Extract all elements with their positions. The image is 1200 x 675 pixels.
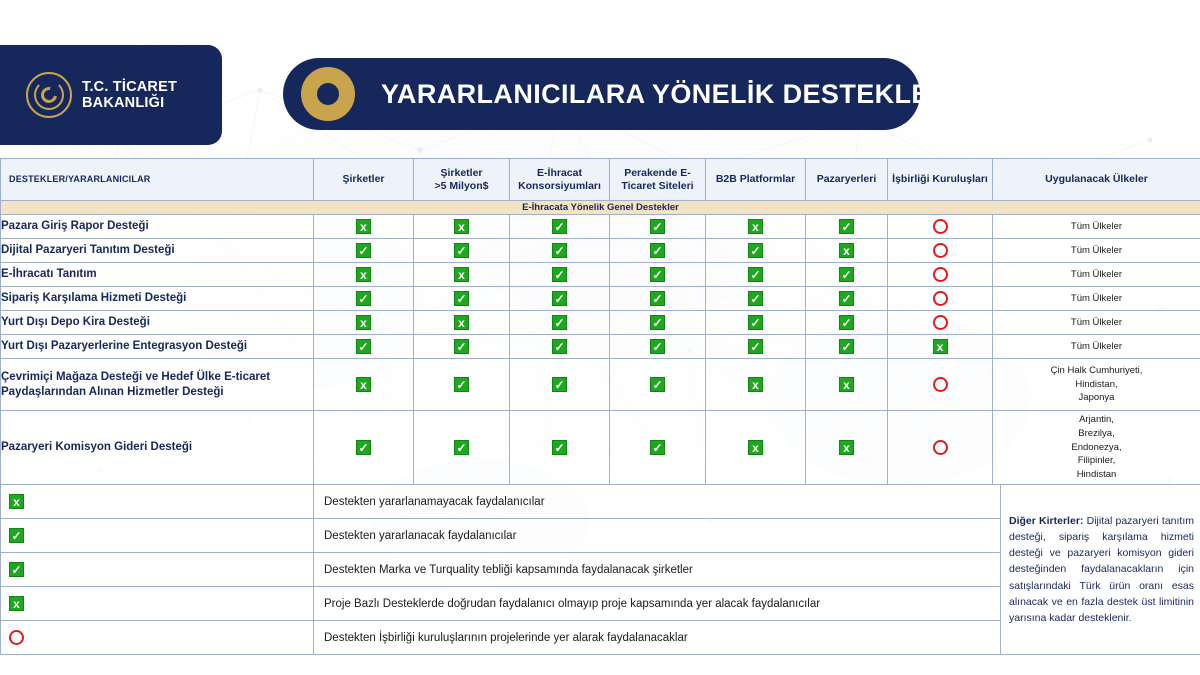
- cell-mark: [888, 215, 993, 239]
- cell-mark: ✓: [806, 311, 888, 335]
- table-row: [1, 411, 1200, 485]
- cell-mark: x: [414, 263, 510, 287]
- cell-mark: ✓: [414, 335, 510, 359]
- cell-mark: ✓: [414, 239, 510, 263]
- cell-mark: ✓: [806, 287, 888, 311]
- col-header-companies-5m: Şirketler >5 Milyon$: [414, 159, 510, 201]
- cell-mark: ✓: [510, 263, 610, 287]
- col-header-companies: Şirketler: [314, 159, 414, 201]
- cell-countries: Arjantin, Brezilya, Endonezya, Filipinler, Hindistan: [993, 411, 1200, 485]
- legend-mark: [1, 621, 314, 655]
- row-label: Pazaryeri Komisyon Gideri Desteği: [1, 411, 314, 485]
- cell-mark: ✓: [610, 335, 706, 359]
- cell-countries: Tüm Ülkeler: [993, 311, 1200, 335]
- cell-mark: ✓: [510, 287, 610, 311]
- table-row: [1, 311, 1200, 335]
- cell-mark: [888, 311, 993, 335]
- cell-mark: x: [706, 359, 806, 411]
- cell-mark: x: [314, 359, 414, 411]
- table-row: [1, 263, 1200, 287]
- table-header-row: [1, 159, 1200, 201]
- cell-mark: ✓: [414, 411, 510, 485]
- cell-mark: ✓: [610, 215, 706, 239]
- section-title: E-İhracata Yönelik Genel Destekler: [1, 201, 1200, 215]
- row-label: Yurt Dışı Depo Kira Desteği: [1, 311, 314, 335]
- legend-text: Destekten yararlanacak faydalanıcılar: [314, 519, 1001, 553]
- cell-mark: x: [314, 215, 414, 239]
- legend-text: Destekten Marka ve Turquality tebliği kapsamında faydalanacak şirketler: [314, 553, 1001, 587]
- legend-container: [0, 484, 1200, 659]
- cell-mark: ✓: [314, 335, 414, 359]
- cell-mark: ✓: [314, 411, 414, 485]
- cell-mark: ✓: [610, 311, 706, 335]
- page-title-banner: [283, 58, 950, 130]
- cell-mark: x: [806, 359, 888, 411]
- table-row: [1, 287, 1200, 311]
- supports-table-container: [0, 158, 1200, 485]
- cell-mark: ✓: [314, 239, 414, 263]
- cell-countries: Tüm Ülkeler: [993, 263, 1200, 287]
- cell-mark: ✓: [314, 287, 414, 311]
- legend-text: Proje Bazlı Desteklerde doğrudan faydalanıcı olmayıp proje kapsamında yer alacak faydalanıcılar: [314, 587, 1001, 621]
- cell-mark: ✓: [414, 287, 510, 311]
- table-section-row: [1, 201, 1200, 215]
- table-row: [1, 359, 1200, 411]
- legend-text: Destekten yararlanamayacak faydalanıcılar: [314, 485, 1001, 519]
- legend-mark: x: [1, 587, 314, 621]
- note-body: Dijital pazaryeri tanıtım desteği, sipariş karşılama hizmeti desteği ve pazaryeri komisyon gideri desteğinden faydalanacakların için satışlarındaki Türk ürün oranı esas alınacak ve en fazla destek üst limitinin yarısına kadar desteklenir.: [1009, 514, 1194, 625]
- col-header-retail-ecommerce-sites: Perakende E- Ticaret Siteleri: [610, 159, 706, 201]
- cell-mark: ✓: [610, 263, 706, 287]
- cell-mark: ✓: [706, 239, 806, 263]
- cell-mark: x: [414, 215, 510, 239]
- table-row: [1, 215, 1200, 239]
- cell-mark: ✓: [510, 239, 610, 263]
- cell-countries: Tüm Ülkeler: [993, 215, 1200, 239]
- cell-mark: ✓: [510, 335, 610, 359]
- cell-mark: ✓: [610, 411, 706, 485]
- row-label: E-İhracatı Tanıtım: [1, 263, 314, 287]
- cell-countries: Tüm Ülkeler: [993, 287, 1200, 311]
- cell-mark: [888, 239, 993, 263]
- other-criteria-note: [1001, 485, 1200, 655]
- donut-icon: [301, 67, 355, 121]
- cell-mark: ✓: [706, 287, 806, 311]
- row-label: Dijital Pazaryeri Tanıtım Desteği: [1, 239, 314, 263]
- cell-mark: ✓: [806, 215, 888, 239]
- legend-mark: ✓: [1, 553, 314, 587]
- cell-mark: x: [706, 215, 806, 239]
- page-title: YARARLANICILARA YÖNELİK DESTEKLER: [381, 78, 950, 109]
- cell-countries: Çin Halk Cumhuriyeti, Hindistan, Japonya: [993, 359, 1200, 411]
- cell-mark: x: [314, 311, 414, 335]
- ministry-seal-icon: [26, 72, 72, 118]
- cell-mark: x: [314, 263, 414, 287]
- cell-mark: ✓: [610, 359, 706, 411]
- logo-line-1: T.C. TİCARET: [82, 78, 178, 95]
- cell-mark: [888, 411, 993, 485]
- cell-mark: ✓: [706, 311, 806, 335]
- legend-row: [1, 485, 1200, 519]
- cell-mark: ✓: [806, 335, 888, 359]
- cell-mark: ✓: [510, 411, 610, 485]
- col-header-applicable-countries: Uygulanacak Ülkeler: [993, 159, 1200, 201]
- legend-mark: ✓: [1, 519, 314, 553]
- supports-table: [0, 158, 1200, 485]
- legend-mark: x: [1, 485, 314, 519]
- cell-mark: x: [806, 411, 888, 485]
- col-header-eexport-consortiums: E-İhracat Konsorsiyumları: [510, 159, 610, 201]
- row-label: Yurt Dışı Pazaryerlerine Entegrasyon Desteği: [1, 335, 314, 359]
- col-header-marketplaces: Pazaryerleri: [806, 159, 888, 201]
- cell-mark: ✓: [510, 215, 610, 239]
- cell-mark: [888, 287, 993, 311]
- row-label: Sipariş Karşılama Hizmeti Desteği: [1, 287, 314, 311]
- table-row: [1, 239, 1200, 263]
- cell-mark: ✓: [706, 335, 806, 359]
- cell-mark: ✓: [510, 311, 610, 335]
- cell-mark: ✓: [510, 359, 610, 411]
- cell-mark: x: [806, 239, 888, 263]
- cell-mark: ✓: [610, 287, 706, 311]
- cell-mark: ✓: [610, 239, 706, 263]
- legend-table: [0, 484, 1200, 655]
- table-row: [1, 335, 1200, 359]
- row-label: Çevrimiçi Mağaza Desteği ve Hedef Ülke E-ticaret Paydaşlarından Alınan Hizmetler Desteği: [1, 359, 314, 411]
- col-header-supports: DESTEKLER/YARARLANICILAR: [1, 159, 314, 201]
- cell-mark: [888, 263, 993, 287]
- cell-mark: ✓: [414, 359, 510, 411]
- cell-countries: Tüm Ülkeler: [993, 335, 1200, 359]
- cell-mark: x: [414, 311, 510, 335]
- note-title: Diğer Kirterler:: [1009, 514, 1084, 527]
- cell-mark: x: [888, 335, 993, 359]
- cell-mark: ✓: [806, 263, 888, 287]
- cell-mark: ✓: [706, 263, 806, 287]
- cell-mark: [888, 359, 993, 411]
- col-header-b2b-platforms: B2B Platformlar: [706, 159, 806, 201]
- col-header-cooperation-orgs: İşbirliği Kuruluşları: [888, 159, 993, 201]
- cell-countries: Tüm Ülkeler: [993, 239, 1200, 263]
- cell-mark: x: [706, 411, 806, 485]
- legend-text: Destekten İşbirliği kuruluşlarının projelerinde yer alarak faydalanacaklar: [314, 621, 1001, 655]
- row-label: Pazara Giriş Rapor Desteği: [1, 215, 314, 239]
- logo-line-2: BAKANLIĞI: [82, 95, 165, 111]
- ministry-logo: [0, 45, 222, 145]
- page-header: [0, 0, 1200, 150]
